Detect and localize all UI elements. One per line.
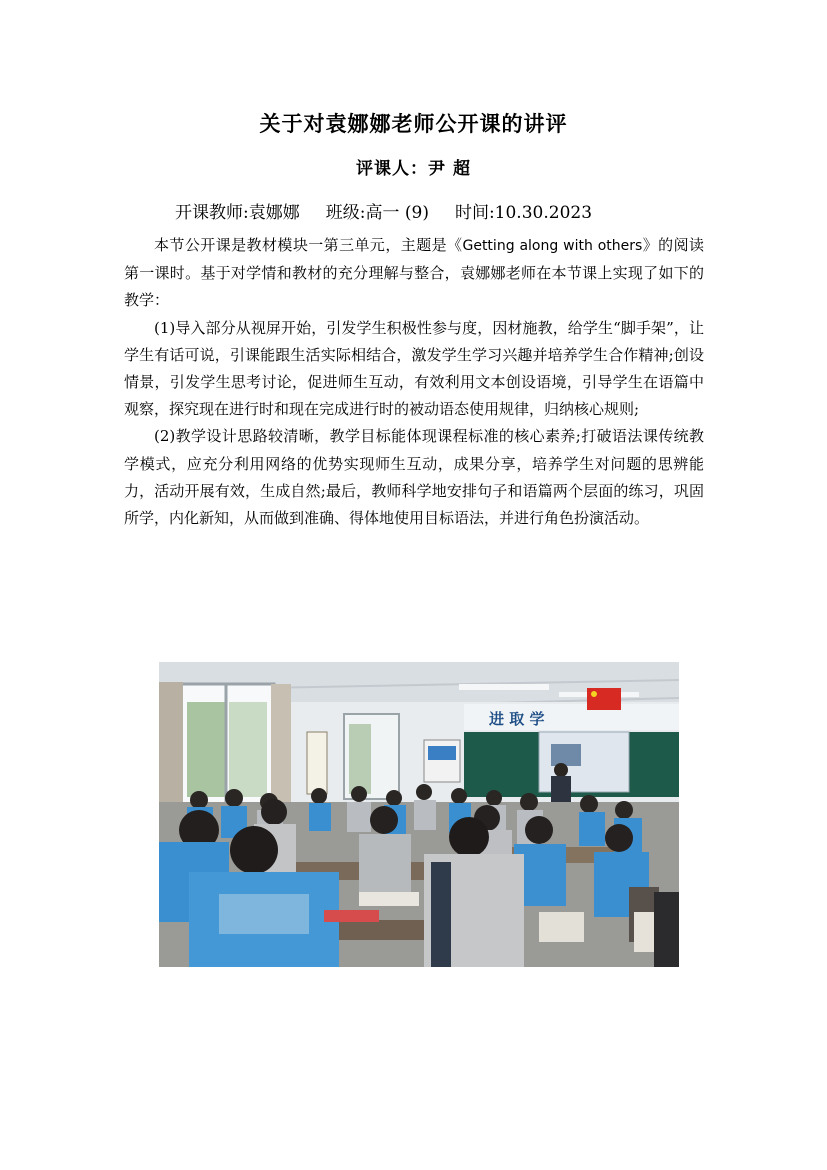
front-student [230, 826, 278, 874]
classroom-photo [159, 662, 679, 967]
class-info-line [175, 198, 735, 223]
flag [587, 688, 621, 710]
paragraph-point-1: (1)导入部分从视屏开始，引发学生积极性参与度，因材施教，给学生“脚手架”，让学生有话可说，引课能跟生活实际相结合，激发学生学习兴趣并培养学生合作精神;创设情景，引发学生思考讨论，促进师生互动，有效利用文本创设语境，引导学生在语篇中观察，探究现在进行时和现在完成进行时的被动语态使用规律，归纳核心规则; [124, 318, 704, 419]
paragraph-intro-after: 》的阅读第一课时。基于对学情和教材的充分理解与整合，袁娜娜老师在本节课上实现了如下的教学： [124, 236, 704, 310]
class-info: 班级:高一 (9) [325, 203, 429, 223]
teacher [554, 763, 568, 777]
lesson-topic: Getting along with others [462, 238, 643, 254]
classroom-photo-drawing [159, 662, 679, 967]
paragraph-intro [124, 232, 704, 315]
reviewer-line: 评课人：尹 超 [356, 159, 471, 179]
time-info: 时间:10.30.2023 [454, 203, 593, 223]
front-student-grey [449, 817, 489, 857]
teacher-info: 开课教师:袁娜娜 [175, 203, 300, 223]
paragraph-intro-before: 本节公开课是教材模块一第三单元，主题是《 [154, 236, 463, 254]
review-body [124, 232, 704, 532]
paragraph-point-2: (2)教学设计思路较清晰，教学目标能体现课程标准的核心素养;打破语法课传统教学模式，应充分利用网络的优势实现师生互动，成果分享，培养学生对问题的思辨能力，活动开展有效，生成自然;最后，教师科学地安排句子和语篇两个层面的练习，巩固所学，内化新知，从而做到准确、得体地使用目标语法，并进行角色扮演活动。 [124, 427, 704, 528]
slogan-banner-text: 进 取 学 [489, 710, 545, 728]
document-title: 关于对袁娜娜老师公开课的讲评 [259, 111, 568, 136]
